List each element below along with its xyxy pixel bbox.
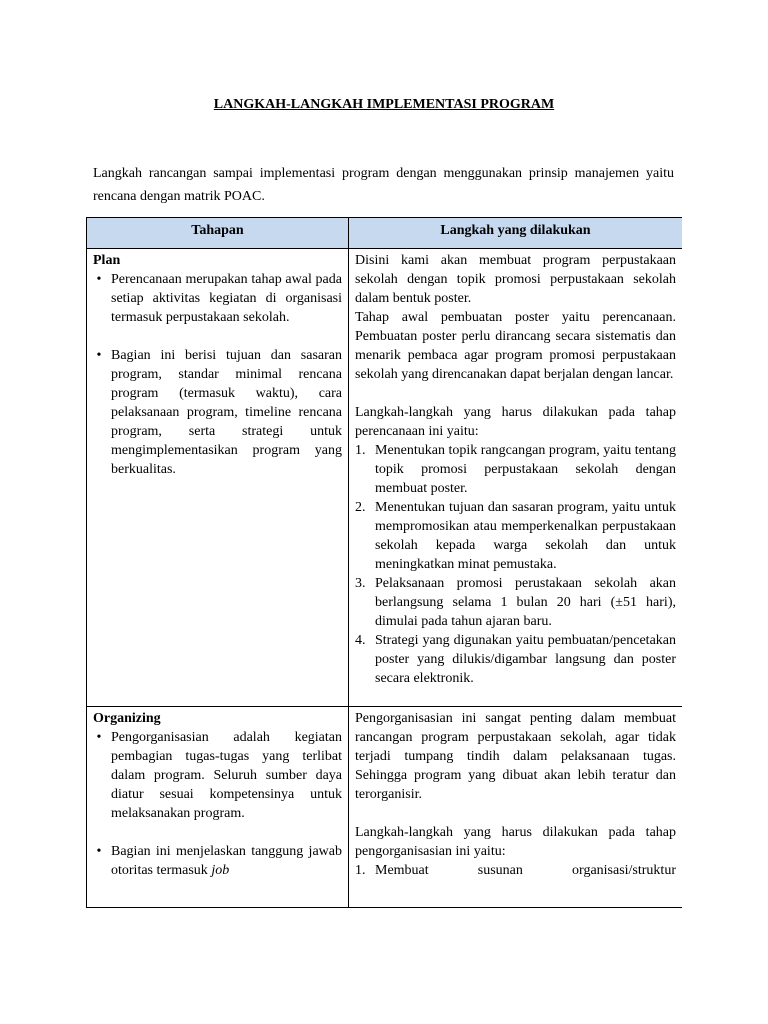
bullet-icon: • [96,272,102,287]
step-number: 2. [355,500,366,515]
bullet-text: Perencanaan merupakan tahap awal pada setiap aktivitas kegiatan di organisasi termasuk perpustakaan sekolah. [111,272,342,325]
list-item [93,270,342,327]
list-item [355,631,676,688]
bullet-icon: • [96,730,102,745]
steps-cell-plan [349,249,683,707]
table-header-row [87,218,683,249]
step-text: Membuat susunan organisasi/struktur [375,863,676,878]
step-text: Menentukan topik rangcangan program, yaitu tentang topik promosi perpustakaan sekolah dengan membuat poster. [375,443,676,496]
list-item [355,574,676,631]
stage-name: Organizing [93,711,161,726]
table-row [87,249,683,707]
page-title: LANGKAH-LANGKAH IMPLEMENTASI PROGRAM [213,97,555,112]
step-text: Pelaksanaan promosi perustakaan sekolah akan berlangsung selama 1 bulan 20 hari (±51 hari), dimulai pada tahun ajaran baru. [375,576,676,629]
bullet-icon: • [96,844,102,859]
bullet-list [93,728,342,880]
list-item [355,861,676,880]
step-number: 4. [355,633,366,648]
bullet-text: Bagian ini menjelaskan tanggung jawab otoritas termasuk [111,844,342,878]
step-number: 3. [355,576,366,591]
bullet-icon: • [96,348,102,363]
list-item [93,842,342,880]
stage-name: Plan [93,253,121,268]
stage-cell-plan [87,249,349,707]
step-number: 1. [355,443,366,458]
bullet-list [93,270,342,479]
bullet-text: Bagian ini berisi tujuan dan sasaran program, standar minimal rencana program (termasuk waktu), cara pelaksanaan program, timeline rencana program, serta strategi untuk mengimplementasikan program yang berkualitas. [111,348,342,477]
list-item [355,498,676,574]
intro-paragraph: Langkah rancangan sampai implementasi program dengan menggunakan prinsip manajemen yaitu rencana dengan matrik POAC. [93,166,674,204]
step-text: Strategi yang digunakan yaitu pembuatan/pencetakan poster yang dilukis/digambar langsung dan poster secara elektronik. [375,633,676,686]
steps-cell-organizing [349,707,683,909]
step-number: 1. [355,863,366,878]
steps-intro: Langkah-langkah yang harus dilakukan pada tahap perencanaan ini yaitu: [355,405,676,439]
list-item [355,441,676,498]
header-langkah: Langkah yang dilakukan [349,218,683,249]
paragraph: Tahap awal pembuatan poster yaitu perencanaan. Pembuatan poster perlu dirancang secara sistematis dan menarik pembaca agar program promosi perpustakaan sekolah yang direncanakan dapat berjalan dengan lancar. [355,310,676,382]
poac-table-container [86,217,682,908]
step-text: Menentukan tujuan dan sasaran program, yaitu untuk mempromosikan atau memperkenalkan perpustakaan sekolah kepada warga sekolah dan untuk meningkatkan minat pemustaka. [375,500,676,572]
paragraph: Disini kami akan membuat program perpustakaan sekolah dengan topik promosi perpustakaan sekolah dalam bentuk poster. [355,253,676,306]
list-item [93,346,342,479]
numbered-list [355,441,676,688]
italic-term: job [211,863,230,878]
poac-table [86,217,682,908]
bullet-text: Pengorganisasian adalah kegiatan pembagian tugas-tugas yang terlibat dalam program. Seluruh sumber daya diatur sesuai kompetensinya untuk melaksanakan program. [111,730,342,821]
numbered-list [355,861,676,880]
stage-cell-organizing [87,707,349,909]
table-row [87,707,683,909]
header-tahapan: Tahapan [87,218,349,249]
steps-intro: Langkah-langkah yang harus dilakukan pada tahap pengorganisasian ini yaitu: [355,825,676,859]
list-item [93,728,342,823]
paragraph: Pengorganisasian ini sangat penting dalam membuat rancangan program perpustakaan sekolah, agar tidak terjadi tumpang tindih dalam pelaksanaan tugas. Sehingga program yang dibuat akan lebih teratur dan terorganisir. [355,711,676,802]
